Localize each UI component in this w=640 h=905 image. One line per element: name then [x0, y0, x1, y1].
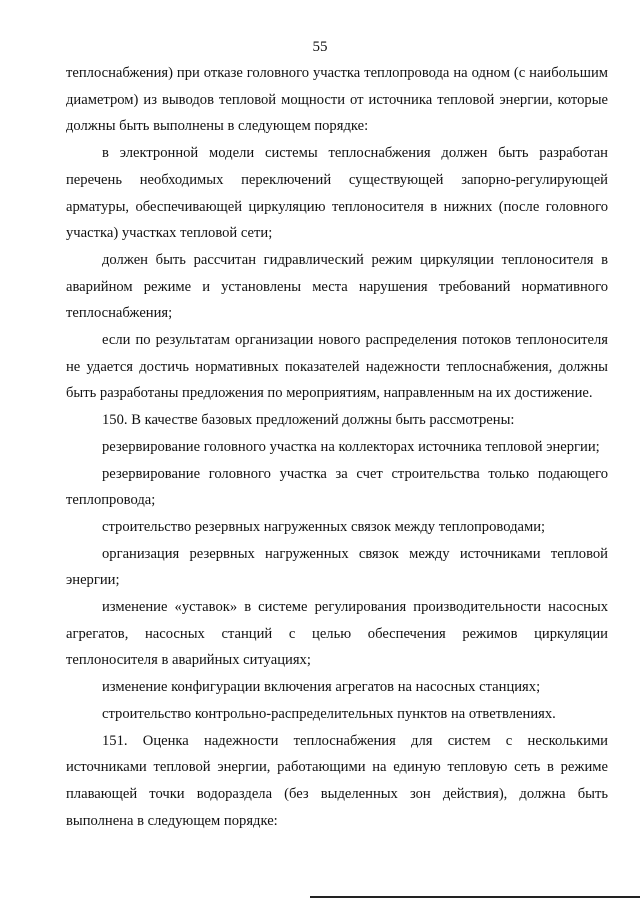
clause-150: 150. В качестве базовых предложений должны быть рассмотрены:	[102, 412, 515, 429]
list-item-setpoints: изменение «уставок» в системе регулирования производительности насосных агрегатов, насосных станций с целью обеспечения режимов циркуляции теплоносителя в аварийных ситуациях;	[66, 599, 608, 669]
list-item-pump-configuration: изменение конфигурации включения агрегатов на насосных станциях;	[102, 679, 541, 696]
list-item-links-between-pipelines: строительство резервных нагруженных связок между теплопроводами;	[102, 518, 546, 535]
list-item-electronic-model: в электронной модели системы теплоснабжения должен быть разработан перечень необходимых переключений существующей запорно-регулирующей арматуры, обеспечивающей циркуляцию теплоносителя в нижних (после головного участка) участках тепловой сети;	[66, 145, 608, 242]
list-item-links-between-sources: организация резервных нагруженных связок между источниками тепловой энергии;	[66, 545, 608, 589]
document-body	[66, 60, 608, 834]
list-item-reserve-collectors: резервирование головного участка на коллекторах источника тепловой энергии;	[102, 438, 600, 455]
list-item-reserve-supply-pipe: резервирование головного участка за счет строительства только подающего теплопровода;	[66, 465, 608, 509]
scan-edge-line	[310, 896, 640, 898]
list-item-hydraulic-regime: должен быть рассчитан гидравлический режим циркуляции теплоносителя в аварийном режиме и установлены места нарушения требований нормативного теплоснабжения;	[66, 251, 608, 322]
list-item-control-points: строительство контрольно-распределительных пунктов на ответвлениях.	[102, 705, 556, 722]
paragraph-continuation: теплоснабжения) при отказе головного участка теплопровода на одном (с наибольшим диаметром) из выводов тепловой мощности от источника тепловой энергии, которые должны быть выполнены в следующем порядке:	[66, 65, 608, 135]
clause-151: 151. Оценка надежности теплоснабжения для систем с несколькими источниками тепловой энергии, работающими на единую тепловую сеть в режиме плавающей точки водораздела (без выделенных зон действия), должна быть выполнена в следующем порядке:	[66, 732, 608, 829]
list-item-proposals: если по результатам организации нового распределения потоков теплоносителя не удается достичь нормативных показателей надежности теплоснабжения, должны быть разработаны предложения по мероприятиям, направленным на их достижение.	[66, 332, 608, 402]
page-number: 55	[312, 39, 328, 55]
